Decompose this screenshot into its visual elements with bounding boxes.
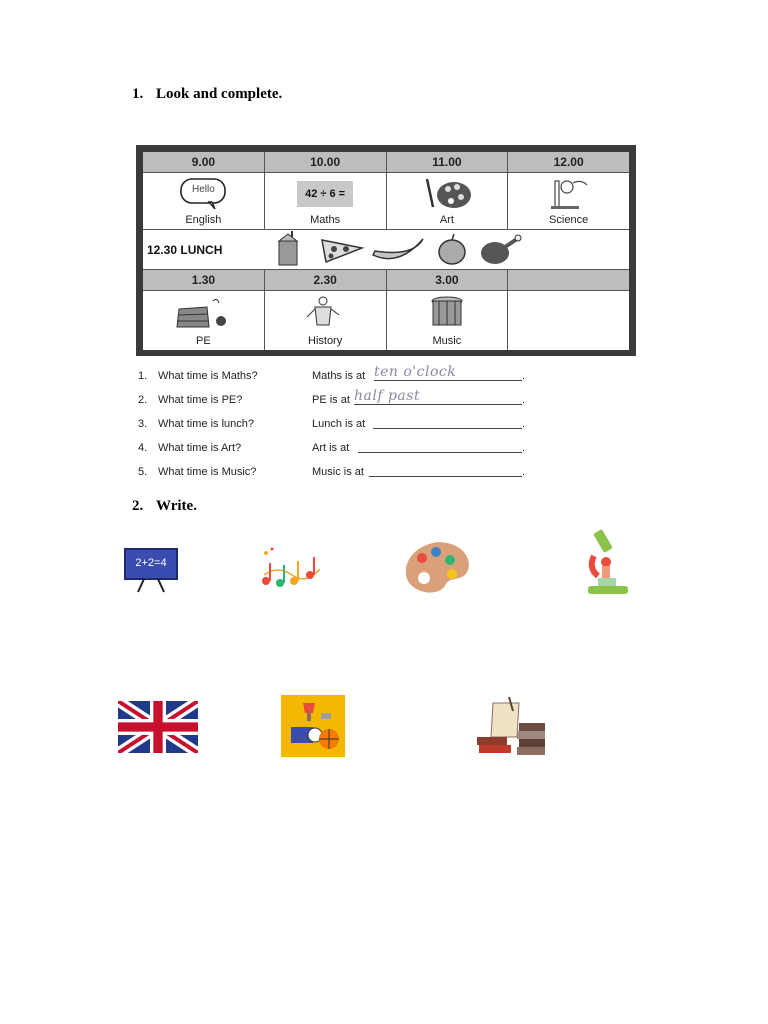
subject-label: History [308, 335, 343, 347]
art-cell [387, 173, 509, 229]
history-cell [265, 291, 387, 350]
maths-sum-box [297, 181, 353, 207]
subject-label: Music [432, 335, 462, 347]
juice-carton-icon [276, 231, 302, 267]
answer-line[interactable] [374, 380, 522, 381]
question-text: What time is Music? [158, 466, 257, 478]
section-number: 1. [132, 86, 144, 102]
subject-row-2 [143, 290, 629, 350]
paint-palette-icon [402, 540, 472, 596]
roman-figure-icon [303, 295, 347, 329]
chicken-leg-icon [479, 233, 523, 267]
hello-text: Hello [191, 184, 215, 195]
time-cell: 9.00 [143, 152, 265, 172]
time-cell: 12.00 [553, 155, 584, 169]
question-row [138, 364, 538, 391]
drum-icon [429, 295, 465, 329]
question-number: 1. [138, 370, 148, 382]
apple-icon [435, 232, 469, 266]
pizza-slice-icon [318, 234, 366, 264]
answer-line[interactable] [358, 452, 522, 453]
banana-icon [371, 233, 427, 265]
answer-prompt: Lunch is at [312, 418, 366, 430]
english-cell [143, 173, 265, 229]
subject-label: Art [439, 214, 454, 226]
paint-palette-icon [421, 177, 473, 211]
handwritten-answer: half past [354, 388, 421, 404]
music-notes-icon [258, 545, 324, 593]
maths-cell [265, 173, 387, 229]
timetable [136, 145, 636, 356]
full-stop: . [522, 394, 526, 406]
question-list [138, 364, 538, 487]
speech-bubble-icon [179, 177, 227, 209]
answer-line[interactable] [369, 476, 522, 477]
answer-line[interactable] [354, 404, 522, 405]
question-text: What time is lunch? [158, 418, 254, 430]
time-row-1 [143, 152, 629, 172]
full-stop: . [522, 466, 526, 478]
full-stop: . [522, 370, 526, 382]
answer-prompt: Maths is at [312, 370, 366, 382]
question-number: 4. [138, 442, 148, 454]
blackboard-icon [124, 548, 178, 594]
time-cell: 2.30 [265, 270, 387, 290]
section-2-heading [132, 498, 197, 515]
subject-label: PE [196, 335, 211, 347]
time-cell [508, 270, 629, 290]
question-row [138, 439, 538, 463]
history-books-scroll-icon [473, 697, 549, 761]
handwritten-answer: ten o'clock [374, 364, 457, 380]
subject-label: Science [549, 214, 589, 226]
time-row-2 [143, 270, 629, 290]
time-cell: 10.00 [265, 152, 387, 172]
maths-sum: 42 ÷ 6 = [305, 188, 346, 200]
answer-prompt: Art is at [312, 442, 350, 454]
time-cell: 11.00 [387, 152, 509, 172]
time-cell: 3.00 [387, 270, 509, 290]
section-number: 2. [132, 498, 144, 514]
answer-prompt: PE is at [312, 394, 350, 406]
question-number: 3. [138, 418, 148, 430]
section-title: Write. [156, 498, 197, 514]
question-number: 5. [138, 466, 148, 478]
sports-equipment-icon [281, 695, 345, 757]
full-stop: . [522, 442, 526, 454]
question-text: What time is Art? [158, 442, 242, 454]
question-text: What time is Maths? [158, 370, 258, 382]
empty-cell [508, 291, 629, 350]
gym-equipment-icon [173, 297, 233, 329]
science-cell [508, 173, 629, 229]
subject-label: Maths [310, 214, 341, 226]
question-row [138, 415, 538, 439]
question-row [138, 463, 538, 487]
question-row [138, 388, 538, 415]
answer-line[interactable] [373, 428, 522, 429]
union-jack-flag-icon [118, 701, 198, 753]
lunch-label: 12.30 LUNCH [147, 243, 223, 257]
answer-prompt: Music is at [312, 466, 364, 478]
time-cell: 1.30 [143, 270, 265, 290]
blackboard-text: 2+2=4 [135, 557, 167, 569]
question-text: What time is PE? [158, 394, 243, 406]
subject-row-1 [143, 172, 629, 230]
lab-equipment-icon [547, 177, 591, 211]
question-number: 2. [138, 394, 148, 406]
subject-label: English [185, 214, 222, 226]
section-1-heading [132, 86, 282, 103]
lunch-row [143, 229, 629, 270]
full-stop: . [522, 418, 526, 430]
section-title: Look and complete. [156, 86, 283, 102]
pe-cell [143, 291, 265, 350]
music-cell [387, 291, 509, 350]
microscope-icon [584, 528, 630, 596]
